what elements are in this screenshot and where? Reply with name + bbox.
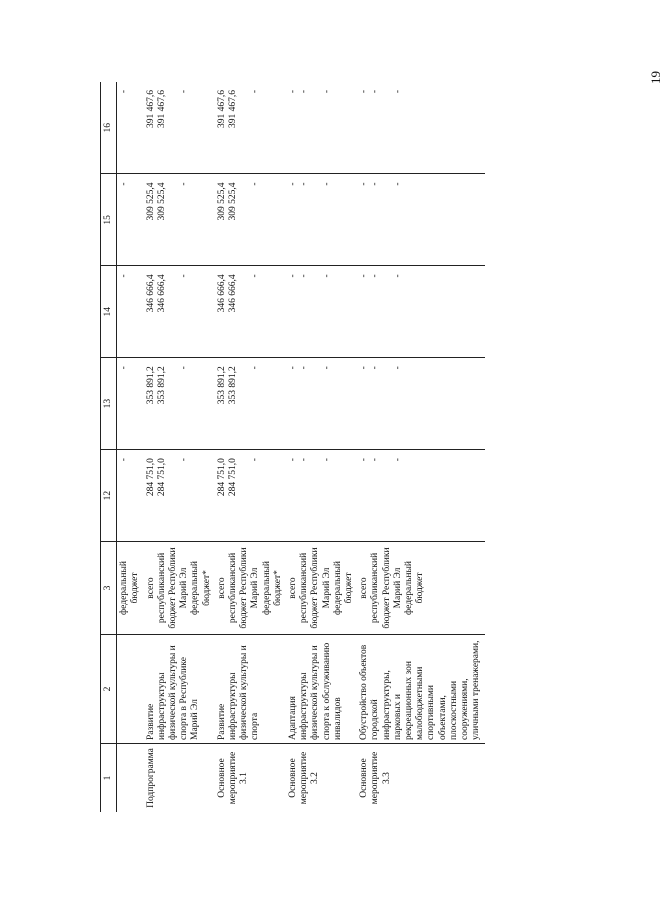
amount-value: 309 525,4	[228, 182, 239, 221]
amount-cell	[117, 358, 144, 450]
amount-value: 346 666,4	[156, 274, 167, 313]
amount-cell	[357, 450, 484, 542]
amount-value	[168, 366, 179, 446]
amount-value: -	[250, 458, 261, 462]
amount-value: 346 666,4	[228, 274, 239, 313]
amount-value	[239, 366, 250, 446]
amount-value: -	[359, 274, 370, 278]
amount-value	[382, 182, 393, 262]
amount-value	[310, 458, 321, 538]
amount-value	[310, 366, 321, 446]
amount-cell	[357, 358, 484, 450]
amount-cell	[215, 358, 286, 450]
amount-value: -	[370, 366, 381, 370]
amount-value: -	[370, 182, 381, 186]
amount-cell	[144, 174, 215, 266]
amount-value: -	[321, 90, 332, 94]
amount-value: -	[359, 182, 370, 186]
row-description: Обустройство объектов городской инфраструктуры, парковых и рекреационных зон малобюджетными спортивными объектами, плоскостными сооружениями, уличными тренажерами,	[357, 635, 484, 744]
column-header: 14	[101, 266, 117, 358]
amount-value	[239, 182, 250, 262]
funding-source-line: федеральный	[261, 561, 272, 615]
amount-value: -	[250, 182, 261, 186]
amount-value: -	[179, 366, 190, 370]
amount-value: -	[288, 90, 299, 94]
amount-value: -	[359, 90, 370, 94]
row-description: Развитие инфраструктуры физической культуры и спорта	[215, 635, 286, 744]
financing-table	[100, 82, 485, 812]
funding-source-line: федеральный	[119, 561, 130, 615]
amount-value: 284 751,0	[216, 458, 227, 497]
funding-source-line: бюджет Республики	[310, 547, 321, 629]
amount-value	[382, 366, 393, 446]
row-label: Подпрограмма	[144, 744, 215, 813]
funding-source	[144, 542, 215, 635]
row-label: Основное мероприятие 3.2	[286, 744, 357, 813]
amount-value: -	[370, 90, 381, 94]
amount-cell	[215, 174, 286, 266]
funding-source-line: всего	[288, 577, 299, 599]
amount-value	[382, 274, 393, 354]
amount-value: -	[321, 274, 332, 278]
amount-value: 284 751,0	[228, 458, 239, 497]
funding-source-line: Марий Эл	[250, 567, 261, 609]
funding-source-line: всего	[359, 577, 370, 599]
amount-value: -	[179, 458, 190, 462]
amount-value: -	[392, 366, 403, 370]
column-header: 15	[101, 174, 117, 266]
amount-value: -	[179, 182, 190, 186]
amount-cell	[144, 266, 215, 358]
amount-value: -	[321, 182, 332, 186]
amount-cell	[215, 82, 286, 174]
amount-cell	[215, 450, 286, 542]
funding-source-line: Марий Эл	[321, 567, 332, 609]
amount-value: -	[119, 458, 130, 462]
funding-source-line: бюджет*	[272, 570, 283, 606]
amount-value: -	[392, 458, 403, 462]
amount-value	[310, 90, 321, 170]
column-header: 2	[101, 635, 117, 744]
amount-cell	[357, 82, 484, 174]
amount-value: -	[321, 366, 332, 370]
amount-value: 346 666,4	[216, 274, 227, 313]
amount-value: 353 891,2	[156, 366, 167, 405]
table-row	[144, 82, 215, 812]
amount-value: -	[288, 366, 299, 370]
funding-source-line: федеральный	[190, 561, 201, 615]
amount-cell	[117, 82, 144, 174]
funding-source-line: бюджет Республики	[168, 547, 179, 629]
amount-value: -	[288, 458, 299, 462]
amount-value: -	[119, 274, 130, 278]
amount-value	[310, 182, 321, 262]
table-body	[117, 82, 485, 812]
funding-source-line: республиканский	[370, 552, 381, 624]
amount-cell	[286, 450, 357, 542]
amount-value	[239, 274, 250, 354]
amount-cell	[144, 450, 215, 542]
column-header: 3	[101, 542, 117, 635]
amount-value: 284 751,0	[156, 458, 167, 497]
amount-value: -	[370, 458, 381, 462]
table-row	[286, 82, 357, 812]
amount-cell	[117, 266, 144, 358]
amount-value: 309 525,4	[145, 182, 156, 221]
row-label: Основное мероприятие 3.3	[357, 744, 484, 813]
row-label	[117, 744, 144, 813]
amount-value: -	[179, 274, 190, 278]
amount-value	[168, 458, 179, 538]
amount-cell	[117, 450, 144, 542]
amount-value	[310, 274, 321, 354]
amount-value	[168, 274, 179, 354]
column-header: 13	[101, 358, 117, 450]
amount-value: -	[392, 182, 403, 186]
amount-value: -	[299, 90, 310, 94]
table-row	[215, 82, 286, 812]
funding-source-line: бюджет Республики	[381, 547, 392, 629]
amount-cell	[117, 174, 144, 266]
page-number: 19	[648, 71, 663, 84]
amount-value: -	[299, 182, 310, 186]
amount-value	[382, 458, 393, 538]
amount-value: -	[370, 274, 381, 278]
funding-source-line: бюджет	[415, 572, 426, 604]
amount-value: -	[299, 366, 310, 370]
funding-source	[117, 542, 144, 635]
funding-source-line: бюджет Республики	[239, 547, 250, 629]
amount-cell	[357, 174, 484, 266]
financing-table-sheet	[100, 82, 560, 812]
funding-source-line: федеральный	[404, 561, 415, 615]
amount-value: -	[250, 274, 261, 278]
amount-value	[382, 90, 393, 170]
amount-value: 391 467,6	[216, 90, 227, 128]
funding-source-line: Марий Эл	[179, 567, 190, 609]
amount-value: -	[119, 90, 130, 94]
amount-cell	[144, 358, 215, 450]
column-header: 12	[101, 450, 117, 542]
funding-source-line: всего	[216, 577, 227, 599]
funding-source-line: федеральный	[332, 561, 343, 615]
table-row	[357, 82, 484, 812]
column-header: 1	[101, 744, 117, 813]
amount-value: 391 467,6	[156, 90, 167, 128]
amount-value: 353 891,2	[216, 366, 227, 405]
table-row	[117, 82, 144, 812]
amount-value: 391 467,6	[145, 90, 156, 128]
amount-cell	[286, 358, 357, 450]
row-description	[117, 635, 144, 744]
amount-value: -	[179, 90, 190, 94]
funding-source-line: бюджет	[130, 572, 141, 604]
amount-cell	[144, 82, 215, 174]
amount-cell	[286, 266, 357, 358]
funding-source-line: бюджет	[344, 572, 355, 604]
amount-value: -	[359, 458, 370, 462]
funding-source-line: всего	[145, 577, 156, 599]
amount-cell	[286, 174, 357, 266]
amount-value: 309 525,4	[156, 182, 167, 221]
amount-value	[239, 90, 250, 170]
amount-value: -	[119, 366, 130, 370]
amount-value: -	[288, 274, 299, 278]
amount-value: -	[392, 274, 403, 278]
amount-value: -	[250, 366, 261, 370]
amount-value: 353 891,2	[228, 366, 239, 405]
amount-cell	[286, 82, 357, 174]
amount-value	[168, 90, 179, 170]
funding-source	[286, 542, 357, 635]
funding-source	[357, 542, 484, 635]
row-label: Основное мероприятие 3.1	[215, 744, 286, 813]
amount-value	[239, 458, 250, 538]
funding-source-line: республиканский	[228, 552, 239, 624]
amount-value: -	[119, 182, 130, 186]
amount-value: -	[288, 182, 299, 186]
amount-value: -	[250, 90, 261, 94]
amount-value: -	[392, 90, 403, 94]
funding-source-line: республиканский	[299, 552, 310, 624]
amount-value: -	[359, 366, 370, 370]
amount-value: 284 751,0	[145, 458, 156, 497]
amount-value: 346 666,4	[145, 274, 156, 313]
row-description: Адаптация инфраструктуры физической культуры и спорта к обслуживанию инвалидов	[286, 635, 357, 744]
funding-source-line: бюджет*	[201, 570, 212, 606]
amount-value: 353 891,2	[145, 366, 156, 405]
amount-cell	[357, 266, 484, 358]
amount-value	[168, 182, 179, 262]
row-description: Развитие инфраструктуры физической культуры и спорта в Республике Марий Эл	[144, 635, 215, 744]
amount-value: -	[321, 458, 332, 462]
funding-source	[215, 542, 286, 635]
amount-value: 309 525,4	[216, 182, 227, 221]
amount-value: 391 467,6	[228, 90, 239, 128]
funding-source-line: Марий Эл	[392, 567, 403, 609]
amount-value: -	[299, 458, 310, 462]
funding-source-line: республиканский	[156, 552, 167, 624]
amount-value: -	[299, 274, 310, 278]
column-header: 16	[101, 82, 117, 174]
amount-cell	[215, 266, 286, 358]
table-header-row	[101, 82, 117, 812]
